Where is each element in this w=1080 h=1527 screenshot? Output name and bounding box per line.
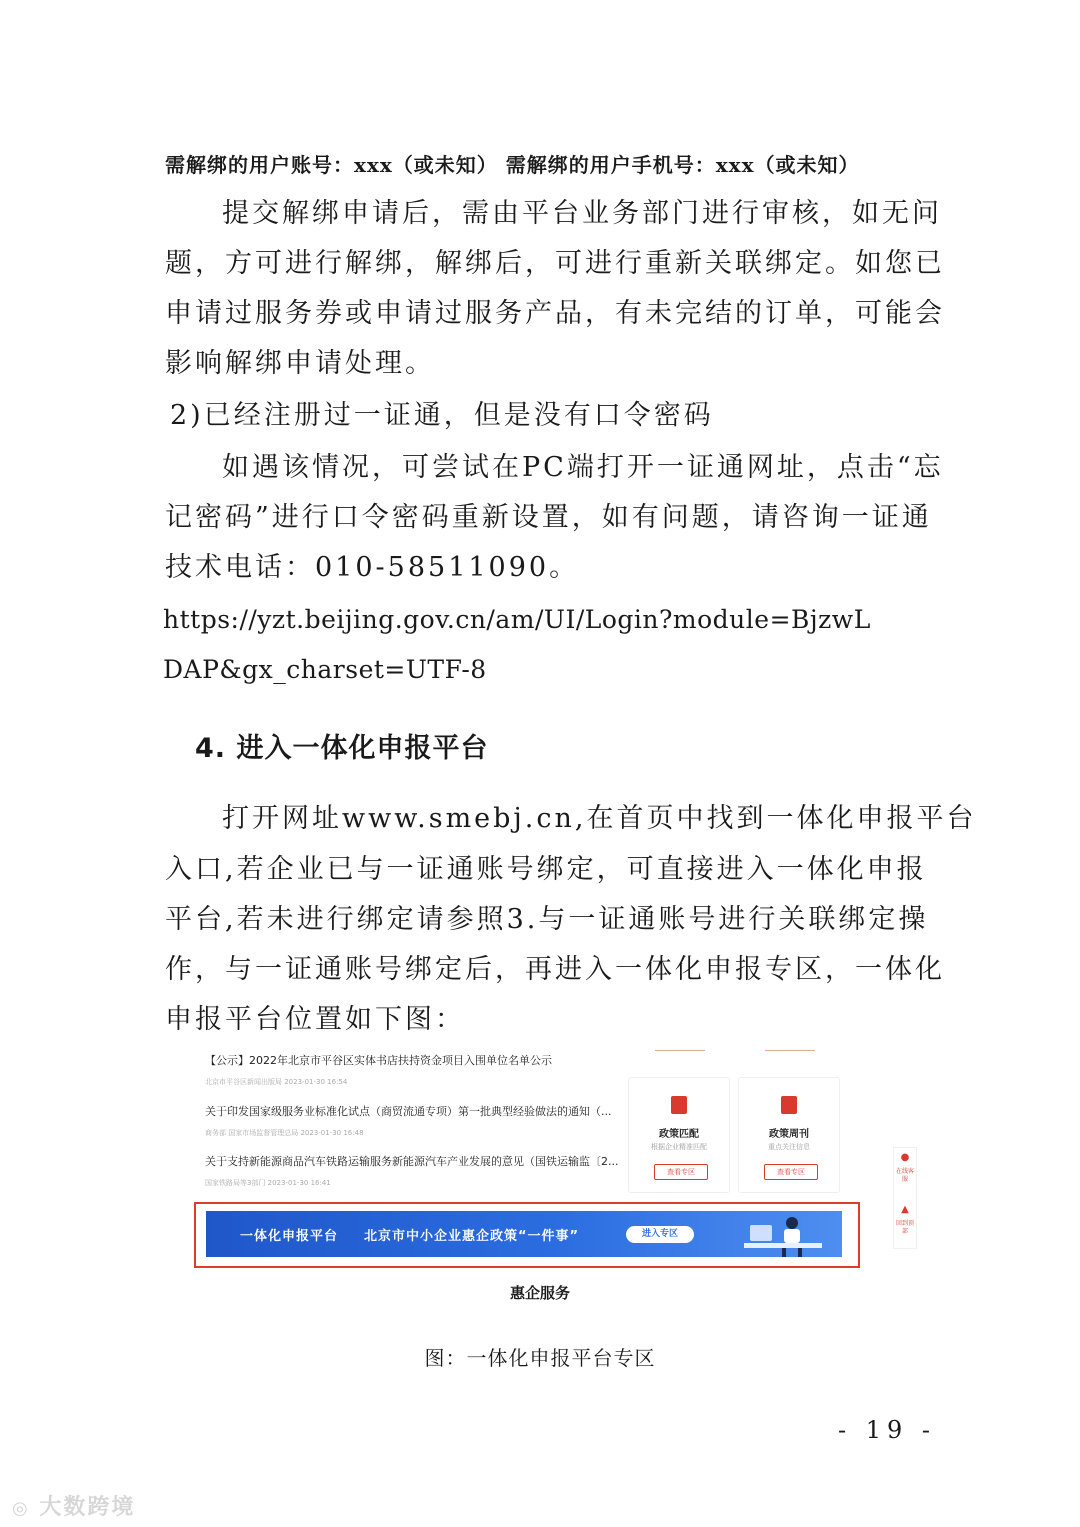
card-top-divider-1 [655, 1050, 705, 1051]
highlight-box [194, 1202, 860, 1268]
url-line-1[interactable]: https://yzt.beijing.gov.cn/am/UI/Login?module=BjzwL [163, 605, 871, 634]
news-meta-2: 商务部 国家市场监督管理总局 2023-01-30 16:48 [205, 1129, 364, 1137]
card-top-divider-2 [765, 1050, 815, 1051]
url-line-2[interactable]: DAP&gx_charset=UTF-8 [163, 655, 487, 684]
card-policy-match[interactable] [628, 1077, 730, 1193]
policy-match-icon [671, 1096, 687, 1114]
para3-line-2: 入口,若企业已与一证通账号绑定，可直接进入一体化申报 [165, 854, 927, 885]
card-subtitle: 根据企业精准匹配 [651, 1143, 707, 1151]
back-to-top-link[interactable]: 回到顶部 [895, 1220, 914, 1235]
person-at-desk-illustration [736, 1213, 826, 1257]
unbind-info-line: 需解绑的用户账号：xxx（或未知） 需解绑的用户手机号：xxx（或未知） [165, 153, 860, 177]
view-zone-button[interactable]: 查看专区 [654, 1164, 708, 1180]
para1-line-2: 题，方可进行解绑，解绑后，可进行重新关联绑定。如您已 [165, 248, 945, 279]
news-title-1[interactable]: 【公示】2022年北京市平谷区实体书店扶持资金项目入围单位名单公示 [205, 1054, 552, 1067]
card-title: 政策匹配 [659, 1129, 699, 1140]
card-title: 政策周刊 [769, 1129, 809, 1140]
para3-line-5: 申报平台位置如下图： [165, 1004, 465, 1035]
watermark [12, 1490, 135, 1521]
item-2-title: 2)已经注册过一证通，但是没有口令密码 [170, 400, 714, 431]
section-label: 惠企服务 [509, 1284, 570, 1302]
online-service-link[interactable]: 在线客服 [895, 1168, 914, 1183]
figure-caption: 图：一体化申报平台专区 [424, 1346, 656, 1370]
floating-sidebar [893, 1147, 917, 1249]
para2-line-2: 记密码”进行口令密码重新设置，如有问题，请咨询一证通 [165, 502, 932, 533]
card-subtitle: 重点关注信息 [768, 1143, 810, 1151]
section-heading: 4. 进入一体化申报平台 [195, 733, 489, 764]
para3-line-3: 平台,若未进行绑定请参照3.与一证通账号进行关联绑定操 [165, 904, 929, 935]
banner-title: 北京市中小企业惠企政策“一件事” [364, 1229, 580, 1244]
view-zone-button[interactable]: 查看专区 [764, 1164, 818, 1180]
para2-line-1: 如遇该情况，可尝试在PC端打开一证通网址，点击“忘 [222, 452, 944, 483]
up-arrow-icon[interactable]: ▲ [901, 1204, 909, 1215]
card-policy-weekly[interactable] [738, 1077, 840, 1193]
platform-banner[interactable] [206, 1211, 842, 1257]
platform-screenshot [195, 1040, 920, 1310]
para1-line-1: 提交解绑申请后，需由平台业务部门进行审核，如无问 [222, 198, 942, 229]
chat-icon[interactable]: ● [900, 1152, 910, 1163]
news-meta-1: 北京市平谷区新闻出版局 2023-01-30 16:54 [205, 1078, 348, 1086]
watermark-logo-icon: ◎ [12, 1498, 30, 1519]
para1-line-3: 申请过服务券或申请过服务产品，有未完结的订单，可能会 [165, 298, 945, 329]
news-meta-3: 国家铁路局等3部门 2023-01-30 16:41 [205, 1179, 331, 1187]
watermark-text: 大数跨境 [39, 1495, 136, 1520]
page-number: - 19 - [838, 1416, 937, 1444]
policy-weekly-icon [781, 1096, 797, 1114]
para3-line-1: 打开网址www.smebj.cn,在首页中找到一体化申报平台 [222, 803, 977, 834]
para2-line-3: 技术电话：010-58511090。 [165, 552, 580, 583]
news-title-3[interactable]: 关于支持新能源商品汽车铁路运输服务新能源汽车产业发展的意见（国铁运输监〔2... [205, 1155, 619, 1168]
para3-line-4: 作，与一证通账号绑定后，再进入一体化申报专区，一体化 [165, 954, 945, 985]
para1-line-4: 影响解绑申请处理。 [165, 348, 435, 379]
banner-platform-label: 一体化申报平台 [240, 1229, 339, 1244]
news-title-2[interactable]: 关于印发国家级服务业标准化试点（商贸流通专项）第一批典型经验做法的通知（... [205, 1105, 612, 1118]
enter-zone-button[interactable]: 进入专区 [626, 1226, 694, 1243]
